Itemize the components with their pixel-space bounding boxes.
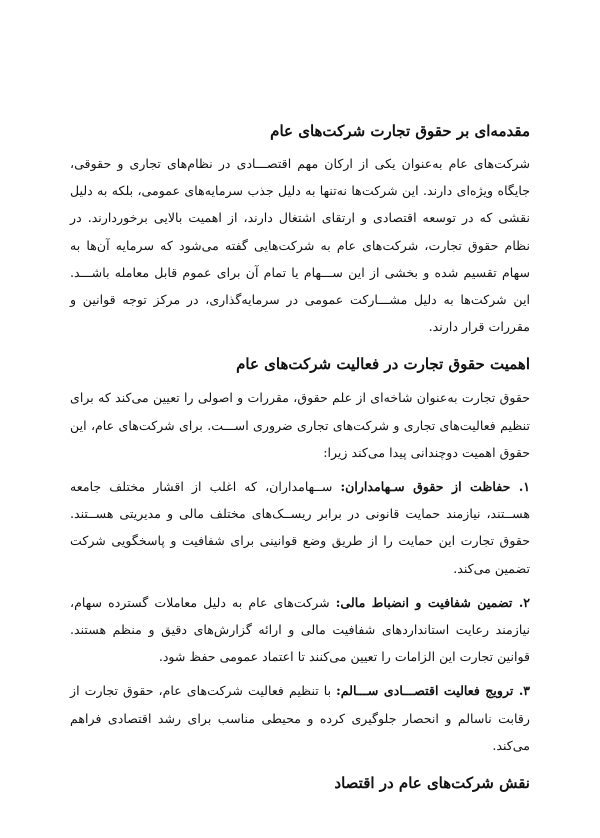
importance-heading: اهمیت حقوق تجارت در فعالیت شرکت‌های عام — [236, 355, 530, 374]
list-item-text: ســهامداران، که اغلب از اقشار مختلف جامعه هســتند، نیازمند حمایت قانونی در برابر ریســک‌های مختلف مالی و مدیریتی هســتند. حقوق تجارت این حمایت را از طریق وضع قوانینی برای شفافیت و پاسخگویی شرکت تضمین می‌کند. — [70, 479, 530, 576]
list-item-title: ۳. ترویج فعالیت اقتصـــادی ســـالم: — [336, 683, 530, 699]
intro-heading: مقدمه‌ای بر حقوق تجارت شرکت‌های عام — [270, 122, 530, 140]
list-item-text: شرکت‌های عام به دلیل معاملات گسترده سهام، نیازمند رعایت استانداردهای شفافیت مالی و ارائه گزارش‌های دقیق و منظم هستند. قوانین تجارت این الزامات را تعیین می‌کنند تا اعتماد عمومی حفظ شود. — [70, 594, 530, 665]
list-item-healthy-economy — [70, 677, 530, 759]
list-item-shareholder-rights — [70, 473, 530, 582]
list-item-title: ۱. حفاظت از حقوق سـهامداران: — [340, 479, 530, 495]
intro-paragraph: شرکت‌های عام به‌عنوان یکی از ارکان مهم اقتصـــادی در نظام‌های تجاری و حقوقی، جایگاه ویژه‌ای دارند. این شرکت‌ها نه‌تنها به دلیل جذب سرمایه‌های عمومی، بلکه به دلیل نقشی که در توسعه اقتصادی و ارتقای اشتغال دارند، از اهمیت بالایی برخوردارند. در نظام حقوق تجارت، شرکت‌های عام به شرکت‌هایی گفته می‌شود که سرمایه آن‌ها به سهام تقسیم شده و بخشی از این ســـهام یا تمام آن برای عموم قابل معامله باشـــد. این شرکت‌ها به دلیل مشـــارکت عمومی در سرمایه‌گذاری، در مرکز توجه قوانین و مقررات قرار دارند. — [70, 156, 530, 335]
list-item-text: با تنظیم فعالیت شرکت‌های عام، حقوق تجارت از رقابت ناسالم و انحصار جلوگیری کرده و محیطی مناسب برای رشد اقتصادی فراهم می‌کند. — [70, 683, 530, 753]
list-item-title: ۲. تضمین شفافیت و انضباط مالی: — [335, 594, 530, 610]
importance-paragraph: حقوق تجارت به‌عنوان شاخه‌ای از علم حقوق، مقررات و اصولی را تعیین می‌کند که برای تنظیم فعالیت‌های تجاری و شرکت‌های تجاری ضروری اســـت. برای شرکت‌های عام، این حقوق اهمیت دوچندانی پیدا می‌کند زیرا: — [70, 390, 530, 460]
list-item-financial-transparency — [70, 589, 530, 671]
role-heading: نقش شرکت‌های عام در اقتصاد — [334, 774, 530, 793]
